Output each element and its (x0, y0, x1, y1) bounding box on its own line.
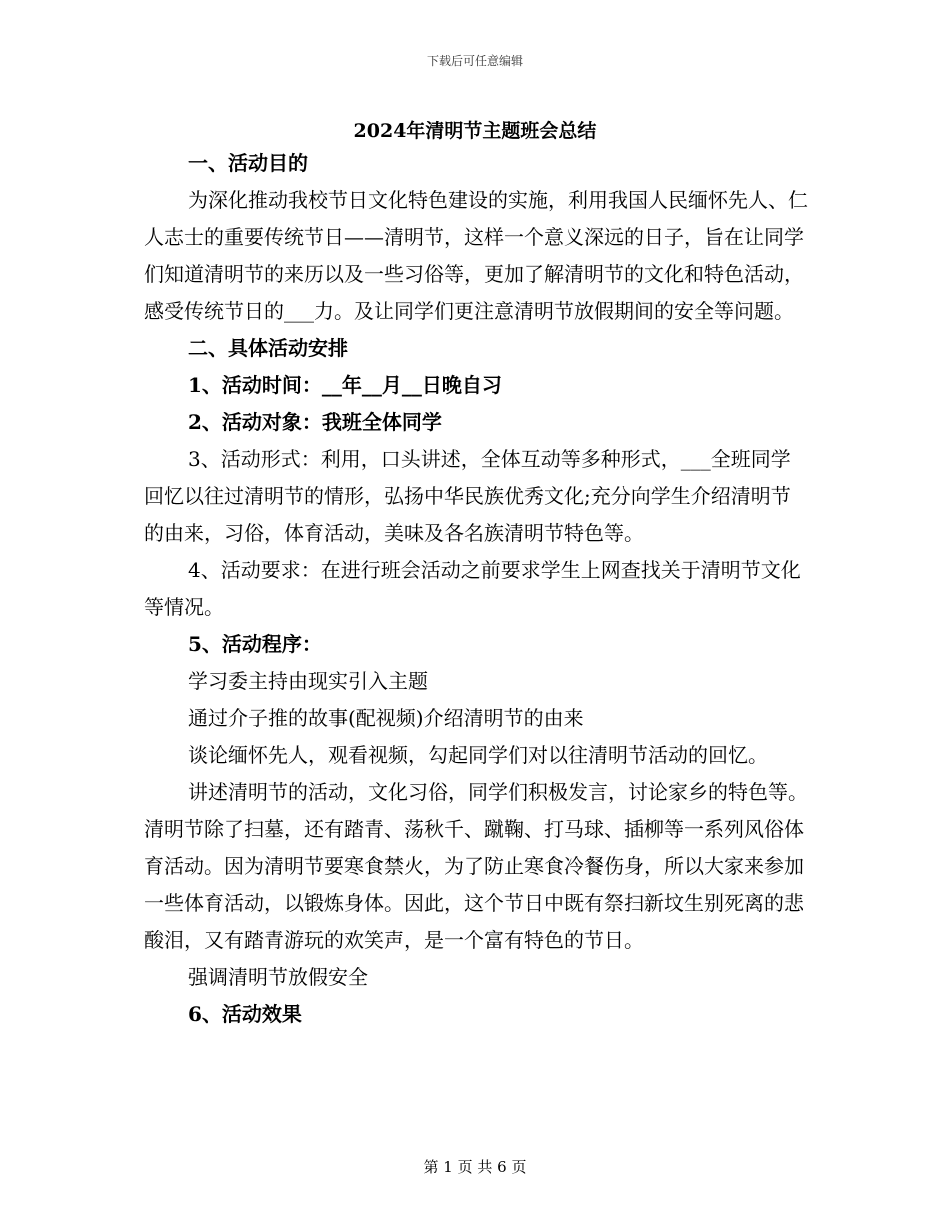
document-title: 2024年清明节主题班会总结 (353, 120, 597, 142)
document-body (144, 145, 810, 1033)
procedure-step-4: 讲述清明节的活动，文化习俗，同学们积极发言，讨论家乡的特色等。清明节除了扫墓，还有踏青、荡秋千、蹴鞠、打马球、插柳等一系列风俗体育活动。因为清明节要寒食禁火，为了防止寒食冷餐伤身，所以大家来参加一些体育活动，以锻炼身体。因此，这个节日中既有祭扫新坟生别死离的悲酸泪，又有踏青游玩的欢笑声，是一个富有特色的节日。 (144, 780, 808, 952)
section-heading-arrangement: 二、具体活动安排 (188, 336, 348, 360)
procedure-step-5: 强调清明节放假安全 (188, 965, 368, 989)
item-activity-procedure: 5、活动程序： (188, 632, 322, 656)
item-activity-form: 3、活动形式：利用，口头讲述，全体互动等多种形式，___全班同学回忆以往过清明节的情形，弘扬中华民族优秀文化;充分向学生介绍清明节的由来，习俗，体育活动，美味及各名族清明节特色等。 (144, 447, 791, 545)
procedure-step-1: 学习委主持由现实引入主题 (188, 669, 428, 693)
page-footer: 第 1 页 共 6 页 (423, 1158, 527, 1176)
section-heading-purpose: 一、活动目的 (188, 151, 308, 175)
item-activity-requirement: 4、活动要求：在进行班会活动之前要求学生上网查找关于清明节文化等情况。 (144, 558, 801, 619)
procedure-step-2: 通过介子推的故事(配视频)介绍清明节的由来 (188, 706, 584, 730)
item-activity-time: 1、活动时间：__年__月__日晚自习 (188, 373, 502, 397)
item-activity-effect: 6、活动效果 (188, 1002, 302, 1026)
header-note: 下载后可任意编辑 (426, 54, 523, 68)
paragraph-purpose: 为深化推动我校节日文化特色建设的实施，利用我国人民缅怀先人、仁人志士的重要传统节日——清明节，这样一个意义深远的日子，旨在让同学们知道清明节的来历以及一些习俗等，更加了解清明节的文化和特色活动，感受传统节日的___力。及让同学们更注意清明节放假期间的安全等问题。 (144, 188, 808, 323)
procedure-step-3: 谈论缅怀先人，观看视频，勾起同学们对以往清明节活动的回忆。 (188, 743, 768, 767)
item-activity-target: 2、活动对象：我班全体同学 (188, 410, 442, 434)
